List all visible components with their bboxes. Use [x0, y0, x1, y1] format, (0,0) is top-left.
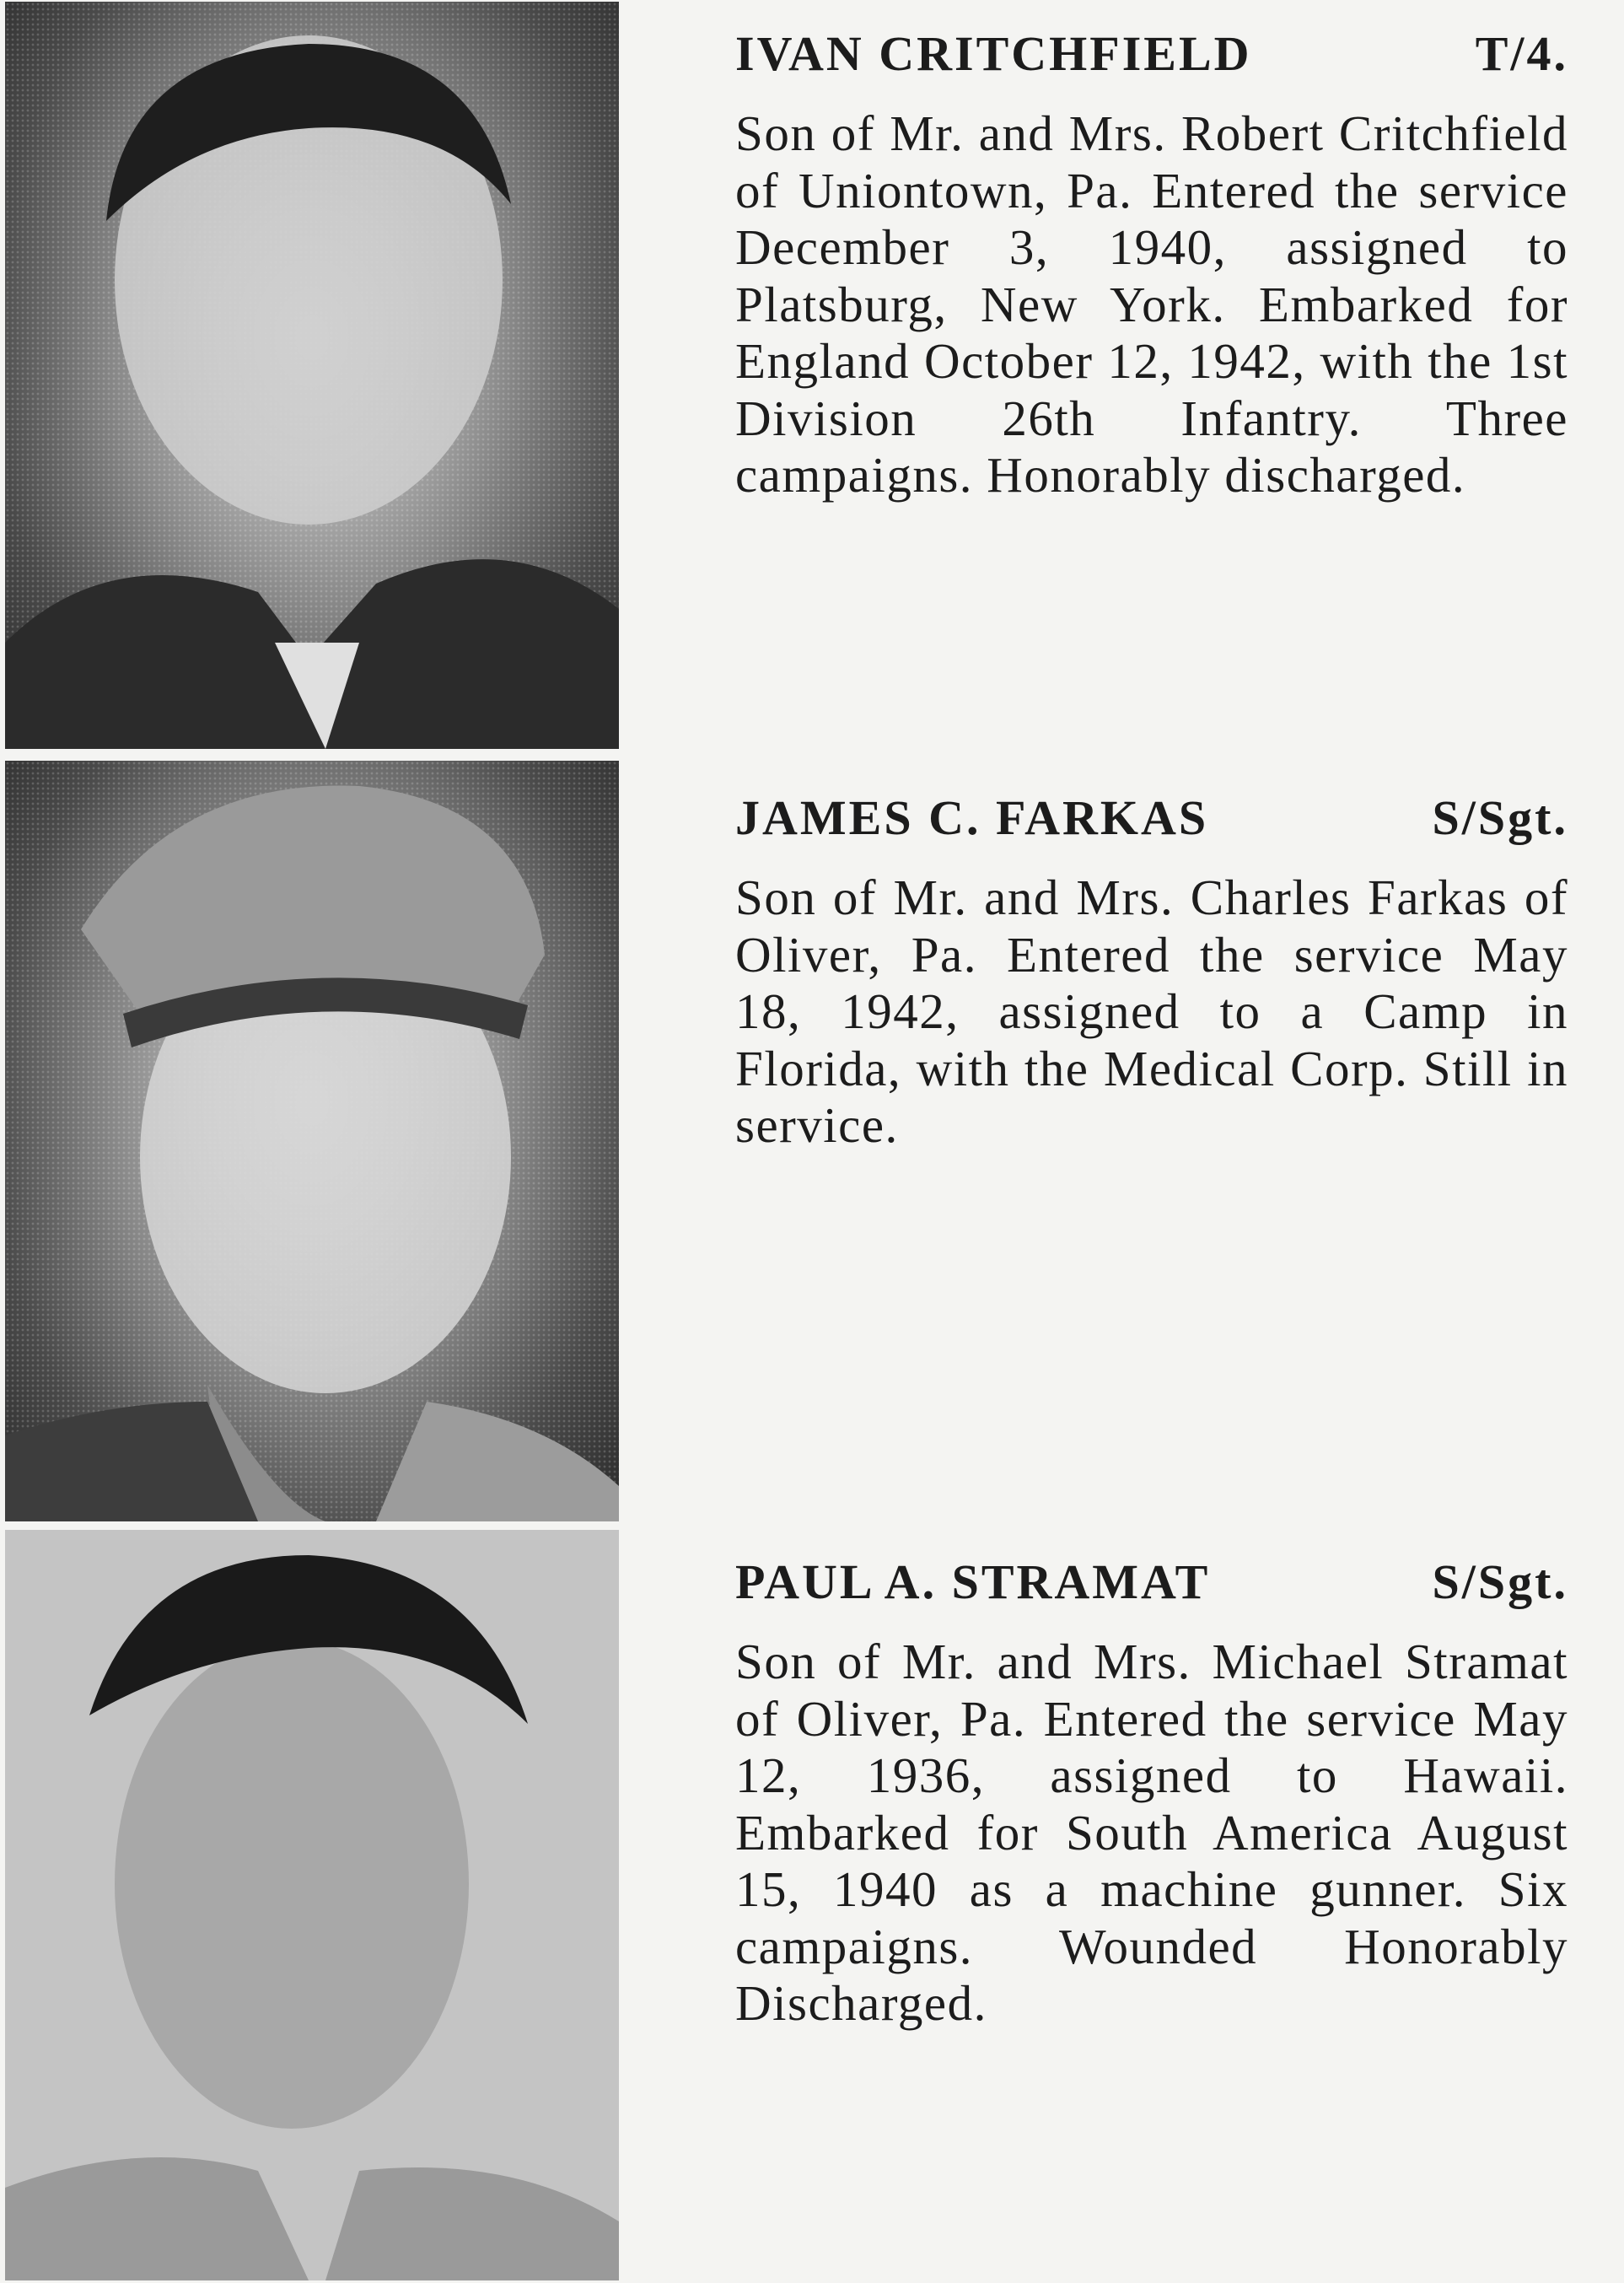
portrait-silhouette-2: [5, 761, 619, 1521]
soldier-name-2: JAMES C. FARKAS: [735, 790, 1209, 845]
portrait-photo-3: [5, 1530, 619, 2280]
name-heading-1: [735, 25, 1568, 82]
soldier-bio-1: Son of Mr. and Mrs. Robert Critchfield of Uniontown, Pa. Entered the service December 3, 1940, assigned to Platsburg, New York. Embarked for England October 12, 1942, with the 1st Division 26th Infantry. Three campaigns. Honorably discharged.: [735, 105, 1568, 503]
soldier-name-3: PAUL A. STRAMAT: [735, 1554, 1211, 1609]
soldier-rank-3: S/Sgt.: [1432, 1554, 1568, 1609]
portrait-photo-2: [5, 761, 619, 1521]
name-heading-2: [735, 789, 1568, 846]
soldier-name-1: IVAN CRITCHFIELD: [735, 26, 1252, 81]
portrait-silhouette-3: [5, 1530, 619, 2280]
portrait-photo-1: [5, 2, 619, 749]
name-heading-3: [735, 1553, 1568, 1610]
soldier-bio-3: Son of Mr. and Mrs. Michael Stramat of Oliver, Pa. Entered the service May 12, 1936, assigned to Hawaii. Embarked for South America August 15, 1940 as a machine gunner. Six campaigns. Wounded Honorably Discharged.: [735, 1634, 1568, 2031]
soldier-bio-2: Son of Mr. and Mrs. Charles Farkas of Oliver, Pa. Entered the service May 18, 1942, assigned to a Camp in Florida, with the Medical Corp. Still in service.: [735, 870, 1568, 1153]
portrait-silhouette-1: [5, 2, 619, 749]
soldier-rank-2: S/Sgt.: [1432, 790, 1568, 845]
soldier-rank-1: T/4.: [1475, 26, 1568, 81]
